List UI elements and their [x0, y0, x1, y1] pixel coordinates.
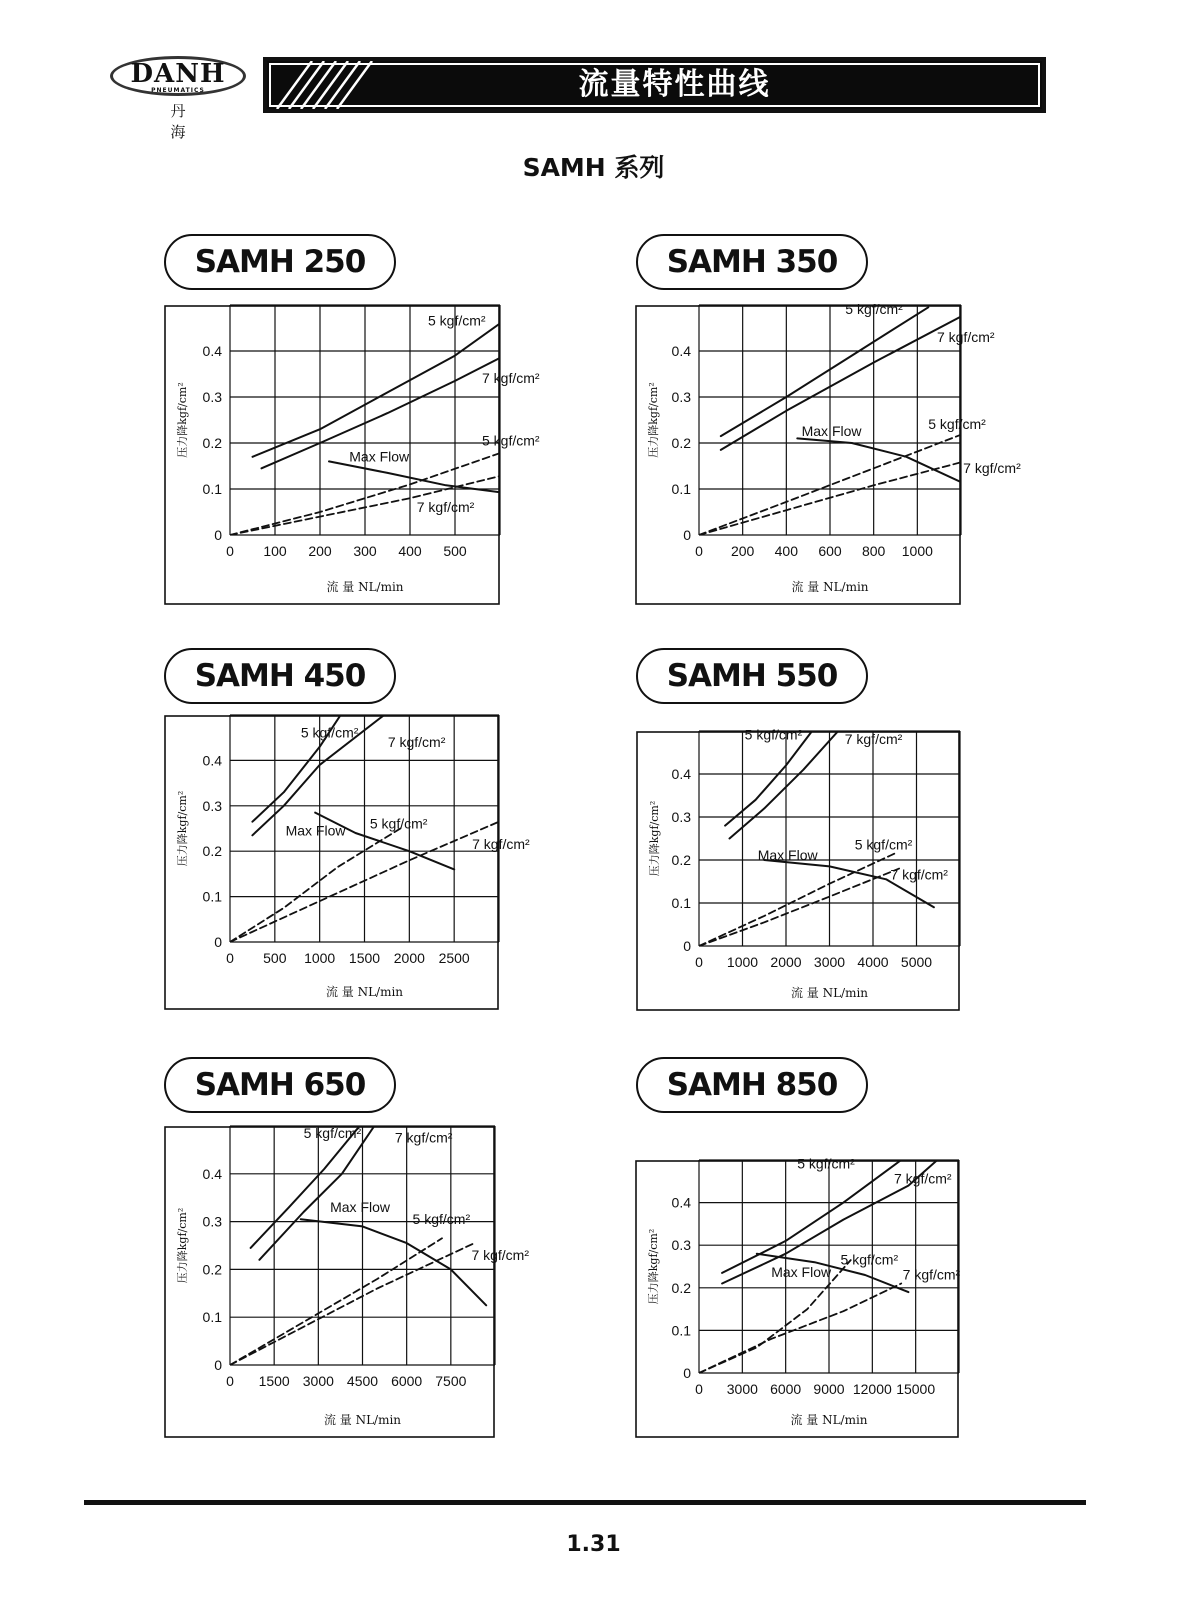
x-tick-label: 1000	[726, 954, 759, 970]
x-tick-label: 1000	[304, 950, 336, 966]
chart-samh850	[635, 1155, 961, 1438]
chart-title-samh350: SAMH 350	[636, 234, 868, 290]
chart-samh550	[636, 726, 960, 1011]
y-tick-label: 0.1	[202, 1309, 222, 1326]
series-label-5-kgf-dashed: 5 kgf/cm²	[928, 416, 986, 433]
y-tick-label: 0.4	[202, 343, 222, 359]
y-tick-label: 0.4	[671, 343, 691, 359]
x-tick-label: 3000	[302, 1373, 334, 1389]
series-label-5-kgf-dashed: 5 kgf/cm²	[854, 836, 913, 853]
y-tick-label: 0.2	[202, 843, 222, 860]
y-tick-label: 0.1	[671, 895, 691, 911]
x-tick-label: 3000	[726, 1381, 758, 1397]
x-tick-label: 200	[730, 543, 755, 559]
series-label-max-flow: Max Flow	[757, 847, 818, 863]
y-tick-label: 0.3	[671, 1237, 691, 1254]
series-title: SAMH 系列	[522, 153, 665, 182]
series-label-max-flow: Max Flow	[330, 1199, 391, 1216]
y-tick-label: 0.2	[671, 1279, 691, 1296]
series-label-7-kgf-dashed: 7 kgf/cm²	[963, 459, 1021, 476]
y-tick-label: 0.4	[671, 766, 691, 782]
header-banner	[263, 57, 1046, 113]
x-tick-label: 600	[818, 543, 842, 559]
chart-title-samh550: SAMH 550	[636, 648, 868, 704]
series-label-5-kgf-dashed: 5 kgf/cm²	[412, 1210, 471, 1227]
x-tick-label: 100	[263, 543, 287, 559]
x-tick-label: 400	[398, 543, 422, 559]
x-tick-label: 500	[443, 543, 467, 559]
x-axis-label: 流 量 NL/min	[790, 1413, 868, 1427]
x-tick-label: 0	[695, 543, 703, 559]
chart-title-samh250: SAMH 250	[164, 234, 396, 290]
x-tick-label: 2000	[770, 954, 802, 970]
series-label-5-kgf-solid: 5 kgf/cm²	[744, 726, 803, 743]
series-label-5-kgf-solid: 5 kgf/cm²	[303, 1124, 362, 1141]
y-tick-label: 0.1	[202, 888, 222, 905]
y-tick-label: 0.4	[671, 1194, 691, 1211]
x-tick-label: 2000	[393, 950, 425, 966]
chart-samh650	[164, 1124, 530, 1438]
series-label-7-kgf-solid: 7 kgf/cm²	[387, 733, 446, 750]
page-number: 1.31	[566, 1532, 621, 1557]
x-axis-label: 流 量 NL/min	[791, 580, 869, 594]
chart-title-samh650: SAMH 650	[164, 1057, 396, 1113]
chart-title-samh850: SAMH 850	[636, 1057, 868, 1113]
y-axis-label: 压力降kgf/cm²	[647, 382, 660, 458]
x-axis-label: 流 量 NL/min	[325, 985, 404, 999]
chart-samh450	[164, 715, 530, 1010]
series-label-max-flow: Max Flow	[771, 1264, 832, 1281]
x-tick-label: 1500	[348, 950, 381, 966]
x-tick-label: 6000	[391, 1373, 423, 1389]
x-axis-label: 流 量 NL/min	[326, 580, 404, 594]
y-tick-label: 0.1	[671, 1322, 691, 1339]
series-label-7-kgf-dashed: 7 kgf/cm²	[902, 1266, 961, 1283]
series-label-7-kgf-solid: 7 kgf/cm²	[394, 1129, 453, 1146]
series-label-max-flow: Max Flow	[285, 822, 346, 839]
y-tick-label: 0	[683, 1365, 691, 1381]
series-label-max-flow: Max Flow	[349, 448, 410, 465]
y-tick-label: 0.4	[202, 1165, 222, 1182]
y-tick-label: 0	[214, 934, 222, 950]
x-tick-label: 0	[226, 950, 234, 966]
y-axis-label: 压力降kgf/cm²	[647, 1228, 660, 1305]
x-tick-label: 0	[226, 543, 234, 559]
logo-chinese: 丹 海	[170, 102, 212, 141]
y-tick-label: 0	[683, 938, 691, 954]
series-label-max-flow: Max Flow	[801, 423, 862, 440]
x-axis-label: 流 量 NL/min	[323, 1413, 402, 1427]
y-tick-label: 0.2	[202, 1261, 222, 1278]
x-tick-label: 7500	[435, 1373, 467, 1389]
y-tick-label: 0.2	[202, 435, 222, 451]
y-axis-label: 压力降kgf/cm²	[176, 382, 189, 458]
footer-rule	[84, 1500, 1086, 1505]
y-tick-label: 0.3	[671, 809, 691, 825]
x-tick-label: 12000	[852, 1381, 892, 1397]
series-label-7-kgf-dashed: 7 kgf/cm²	[890, 866, 948, 883]
y-tick-label: 0.2	[671, 435, 691, 451]
x-tick-label: 4000	[857, 954, 889, 970]
y-axis-label: 压力降kgf/cm²	[648, 800, 661, 877]
y-tick-label: 0	[214, 527, 222, 543]
y-tick-label: 0.3	[671, 389, 691, 405]
x-tick-label: 5000	[900, 954, 933, 970]
x-tick-label: 4500	[346, 1373, 379, 1389]
chart-samh350	[635, 301, 1021, 605]
series-label-7-kgf-dashed: 7 kgf/cm²	[416, 499, 475, 515]
chart-samh250	[164, 305, 540, 605]
series-label-5-kgf-solid: 5 kgf/cm²	[845, 301, 903, 318]
series-label-7-kgf-solid: 7 kgf/cm²	[844, 730, 903, 747]
page-title: 流量特性曲线	[578, 67, 771, 102]
y-tick-label: 0.2	[671, 852, 691, 868]
x-tick-label: 1500	[258, 1373, 290, 1389]
series-label-7-kgf-dashed: 7 kgf/cm²	[472, 835, 530, 852]
y-tick-label: 0.3	[202, 797, 222, 814]
x-tick-label: 1000	[901, 543, 933, 559]
series-label-5-kgf-dashed: 5 kgf/cm²	[369, 815, 428, 832]
series-label-5-kgf-dashed: 5 kgf/cm²	[840, 1251, 899, 1268]
x-tick-label: 0	[695, 954, 703, 970]
x-axis-label: 流 量 NL/min	[790, 986, 869, 1000]
series-label-5-kgf-solid: 5 kgf/cm²	[428, 312, 486, 329]
x-tick-label: 2500	[438, 950, 470, 966]
y-tick-label: 0	[214, 1357, 222, 1373]
y-tick-label: 0.4	[202, 752, 222, 769]
x-tick-label: 9000	[813, 1381, 845, 1397]
x-tick-label: 400	[774, 543, 799, 559]
logo-brand-text: DANH	[130, 59, 226, 89]
x-tick-label: 3000	[813, 954, 846, 970]
series-label-7-kgf-dashed: 7 kgf/cm²	[471, 1246, 530, 1263]
y-tick-label: 0.3	[202, 1213, 222, 1230]
brand-logo	[110, 52, 250, 141]
y-tick-label: 0.1	[202, 481, 222, 497]
x-tick-label: 200	[308, 543, 332, 559]
y-axis-label: 压力降kgf/cm²	[176, 790, 189, 867]
x-tick-label: 500	[263, 950, 287, 966]
series-label-5-kgf-solid: 5 kgf/cm²	[300, 724, 359, 741]
series-label-5-kgf-dashed: 5 kgf/cm²	[482, 432, 540, 449]
x-tick-label: 0	[226, 1373, 234, 1389]
y-tick-label: 0.1	[671, 481, 691, 497]
logo-subtitle: PNEUMATICS	[151, 87, 205, 94]
y-tick-label: 0	[683, 527, 691, 543]
series-label-7-kgf-solid: 7 kgf/cm²	[936, 328, 995, 345]
x-tick-label: 15000	[896, 1381, 936, 1397]
x-tick-label: 800	[861, 543, 886, 559]
x-tick-label: 6000	[770, 1381, 802, 1397]
series-label-7-kgf-solid: 7 kgf/cm²	[894, 1170, 952, 1187]
y-axis-label: 压力降kgf/cm²	[176, 1207, 189, 1284]
series-label-7-kgf-solid: 7 kgf/cm²	[482, 370, 540, 387]
x-tick-label: 300	[353, 543, 377, 559]
series-label-5-kgf-solid: 5 kgf/cm²	[797, 1155, 855, 1172]
y-tick-label: 0.3	[202, 389, 222, 405]
x-tick-label: 0	[695, 1381, 703, 1397]
chart-title-samh450: SAMH 450	[164, 648, 396, 704]
